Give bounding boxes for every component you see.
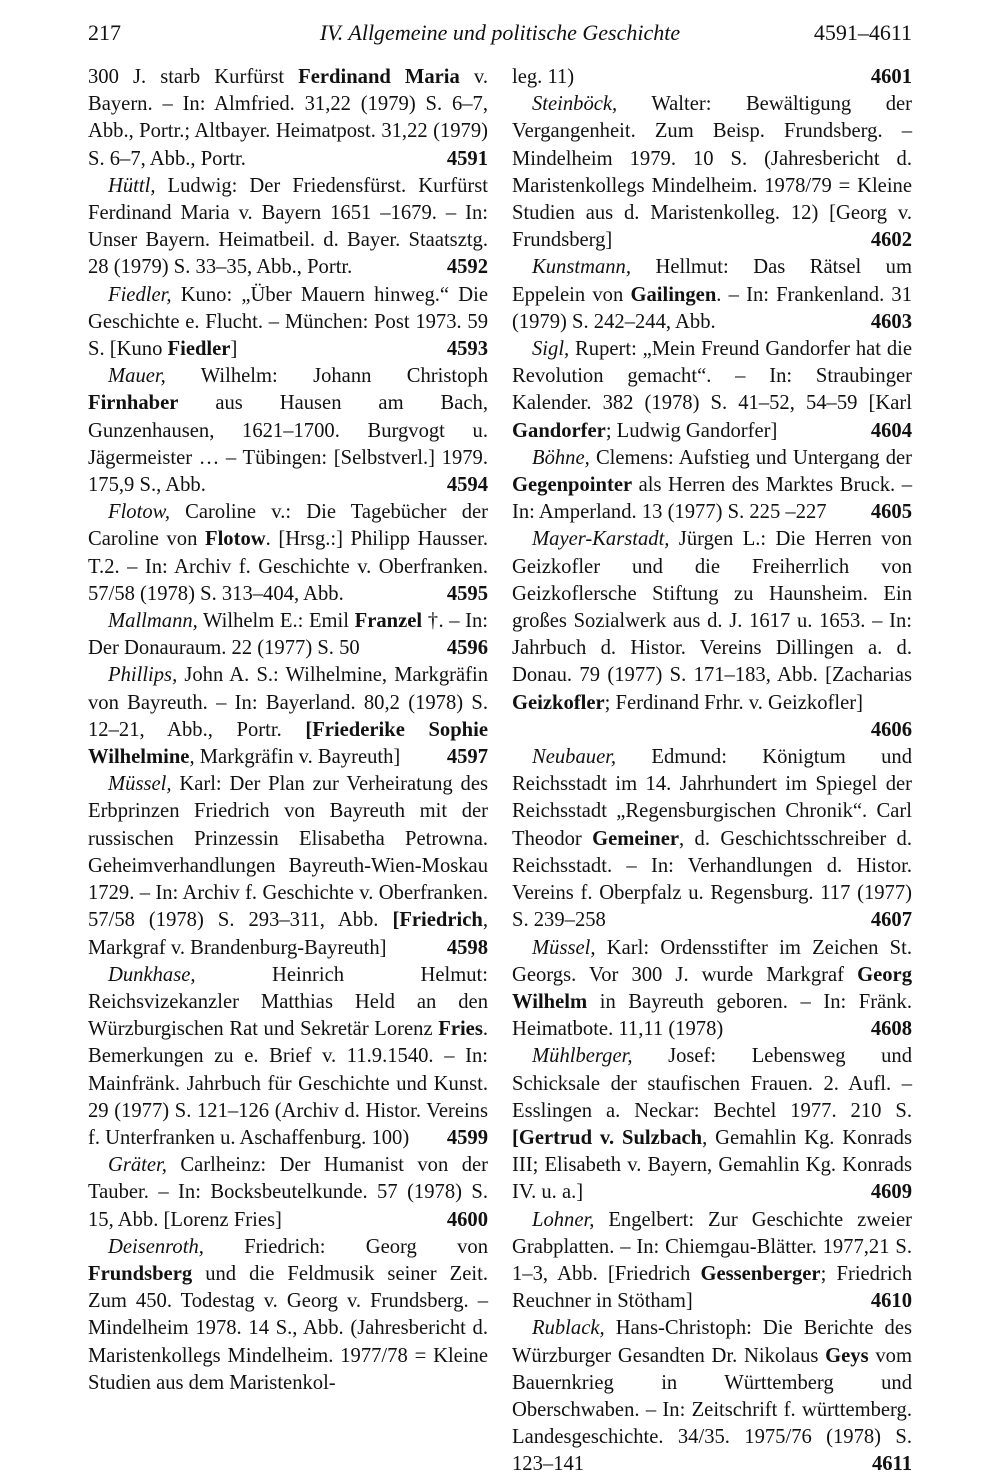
entry-keyword: [Friedrich <box>392 909 483 932</box>
entry-number: 4605 <box>870 501 912 524</box>
bibliography-entry <box>88 662 488 771</box>
section-title: IV. Allgemeine und politische Geschichte <box>319 20 681 45</box>
entry-text: Hans-Christoph: Die Berichte des Würzburger Gesandten Dr. Nikolaus <box>512 1317 912 1367</box>
bibliography-entry <box>88 1152 488 1234</box>
bibliography-entry <box>512 64 912 91</box>
entry-number: 4604 <box>870 419 912 442</box>
entry-author: Mühlberger, <box>532 1045 633 1068</box>
entry-text: ; Friedrich Reuchner in Stötham] <box>512 1262 912 1313</box>
entry-number: 4592 <box>446 256 488 279</box>
entry-author: Dunkhase, <box>108 963 196 986</box>
entry-author: Mallmann, <box>108 610 198 633</box>
bibliography-entry <box>88 64 488 173</box>
bibliography-entry <box>512 1207 912 1316</box>
bibliography-entry <box>512 526 912 744</box>
entry-author: Phillips, <box>108 664 178 687</box>
entry-number: 4596 <box>446 637 488 660</box>
entry-text: 300 J. starb Kurfürst <box>88 66 299 88</box>
entry-text: Josef: Lebensweg und Schicksale der staufischen Frauen. 2. Aufl. – Esslingen a. Neckar: Bechtel 1977. 210 S. <box>512 1045 912 1122</box>
left-column <box>88 64 488 1397</box>
page-header <box>88 18 912 52</box>
bibliography-entry <box>512 445 912 527</box>
entry-text: . [Hrsg.:] Philipp Hausser. T.2. – In: Archiv f. Geschichte v. Oberfranken. 57/58 (1978) S. 313–404, Abb. <box>88 528 488 605</box>
entry-author: Steinböck, <box>532 93 618 116</box>
bibliography-entry <box>88 771 488 961</box>
bibliography-entry <box>88 363 488 499</box>
entry-number: 4610 <box>870 1290 912 1313</box>
entry-text: als Herren des Marktes Bruck. – In: Amperland. 13 (1977) S. 225 –227 <box>512 474 912 524</box>
entry-author: Sigl, <box>532 338 570 361</box>
entry-number: 4603 <box>870 310 912 333</box>
entry-number: 4595 <box>446 582 488 605</box>
bibliography-entry <box>512 336 912 445</box>
entry-keyword: Gessenberger <box>700 1262 821 1285</box>
entry-text: , d. Geschichtsschreiber d. Reichsstadt. – In: Verhandlungen d. Histor. Vereins f. Oberpfalz u. Regensburg. 117 (1977) S. 239–258 <box>512 827 912 932</box>
entry-number: 4608 <box>870 1018 912 1041</box>
entry-text: in Bayreuth geboren. – In: Fränk. Heimatbote. 11,11 (1978) <box>512 990 912 1041</box>
entry-keyword: Ferdinand Maria <box>298 66 460 88</box>
entry-author: Fiedler, <box>108 283 172 306</box>
entry-number: 4597 <box>446 746 488 769</box>
entry-text: Kuno: „Über Mauern hinweg.“ Die Geschichte e. Flucht. – München: Post 1973. 59 S. [Kuno <box>88 283 488 361</box>
entry-text: . – In: Frankenland. 31 (1979) S. 242–244, Abb. <box>512 283 912 333</box>
entry-keyword: Frundsberg <box>88 1262 193 1285</box>
entry-keyword: Fiedler <box>167 338 231 361</box>
entry-author: Lohner, <box>532 1208 595 1231</box>
entry-text: Edmund: Königtum und Reichsstadt im 14. Jahrhundert im Spiegel der Reichsstadt „Regensburgischen Chronik“. Carl Theodor <box>512 746 912 850</box>
bibliography-entry <box>512 935 912 1044</box>
entry-number: 4599 <box>446 1126 488 1149</box>
bibliography-entry <box>512 1315 912 1478</box>
entry-text: Karl: Der Plan zur Verheiratung des Erbprinzen Friedrich von Bayreuth mit der russischen Prinzessin Elisabetha Petrowna. Geheimverhandlungen Bayreuth-Wien-Moskau 1729. – In: Archiv f. Geschichte v. Oberfranken. 57/58 (1978) S. 293–311, Abb. <box>88 773 488 932</box>
entry-keyword: Gemeiner <box>592 827 680 850</box>
entry-text: Wilhelm: Johann Christoph <box>165 365 488 388</box>
entry-text: Carlheinz: Der Humanist von der Tauber. – In: Bocksbeutelkunde. 57 (1978) S. 15, Abb. [Lorenz Fries] <box>88 1154 488 1231</box>
bibliography-entry <box>88 962 488 1152</box>
bibliography-entry <box>512 254 912 336</box>
entry-keyword: Gailingen <box>630 283 717 306</box>
entry-text: Clemens: Aufstieg und Untergang der <box>589 446 912 469</box>
entry-text: ; Ludwig Gandorfer] <box>605 419 778 442</box>
entry-author: Neubauer, <box>532 746 617 769</box>
entry-text: Heinrich Helmut: Reichsvizekanzler Matthias Held an den Würzburgischen Rat und Sekretär Lorenz <box>88 963 488 1041</box>
entry-range: 4591–4611 <box>813 20 912 45</box>
page-number: 217 <box>88 20 121 45</box>
entry-text: John A. S.: Wilhelmine, Markgräfin von Bayreuth. – In: Bayerland. 80,2 (1978) S. 12–21, Abb., Portr. <box>88 664 488 741</box>
bibliography-entry <box>88 499 488 608</box>
entry-author: Rublack, <box>532 1317 605 1340</box>
entry-author: Böhne, <box>532 446 590 469</box>
entry-keyword: Franzel <box>354 610 423 633</box>
entry-number: 4606 <box>870 718 912 741</box>
entry-text: , Gemahlin Kg. Konrads III; Elisabeth v. Bayern, Gemahlin Kg. Konrads IV. u. a.] <box>512 1126 912 1204</box>
entry-keyword: Fries <box>438 1018 483 1041</box>
entry-text: und die Feldmusik seiner Zeit. Zum 450. Todestag v. Georg v. Frundsberg. – Mindelheim 1978. 14 S., Abb. (Jahresbericht d. Maristenkollegs Mindelheim. 1977/78 = Kleine Studien aus dem Maristenkol- <box>88 1262 488 1394</box>
entry-text: Karl: Ordensstifter im Zeichen St. Georgs. Vor 300 J. wurde Markgraf <box>512 936 912 986</box>
entry-text: , Markgraf v. Brandenburg-Bayreuth] <box>88 909 488 959</box>
entry-author: Flotow, <box>108 501 170 524</box>
bibliography-entry <box>88 282 488 364</box>
entry-number: 4607 <box>870 909 912 932</box>
entry-number: 4593 <box>446 338 488 361</box>
entry-number: 4591 <box>446 147 488 170</box>
entry-author: Mayer-Karstadt, <box>532 528 670 551</box>
entry-number: 4601 <box>870 66 912 88</box>
entry-keyword: Georg Wilhelm <box>512 963 912 1013</box>
entry-number: 4609 <box>870 1181 912 1204</box>
entry-number: 4600 <box>446 1208 488 1231</box>
entry-keyword: Gandorfer <box>512 419 606 442</box>
entry-keyword: [Gertrud v. Sulzbach <box>512 1126 703 1149</box>
entry-text: Jürgen L.: Die Herren von Geizkofler und die Freiherrlich von Geizkoflersche Stiftung zu Haunsheim. Ein großes Sozialwerk aus d. J. 1617 u. 1653. – In: Jahrbuch d. Histor. Vereins Dillingen a. d. Donau. 79 (1977) S. 171–183, Abb. [Zacharias <box>512 528 912 687</box>
bibliography-entry <box>88 608 488 662</box>
entry-text: Walter: Bewältigung der Vergangenheit. Zum Beisp. Frundsberg. – Mindelheim 1979. 10 S. (Jahresbericht d. Maristenkollegs Mindelheim. 1978/79 = Kleine Studien aus d. Maristenkolleg. 12) [Georg v. Frundsberg] <box>512 93 912 252</box>
entry-author: Mauer, <box>108 365 166 388</box>
entry-text: . Bemerkungen zu e. Brief v. 11.9.1540. – In: Mainfränk. Jahrbuch für Geschichte und Kunst. 29 (1977) S. 121–126 (Archiv d. Histor. Vereins f. Unterfranken u. Aschaffenburg. 100) <box>88 1018 488 1149</box>
entry-text: Hellmut: Das Rätsel um Eppelein von <box>512 256 912 306</box>
entry-text: aus Hausen am Bach, Gunzenhausen, 1621–1700. Burgvogt u. Jägermeister … – Tübingen: [Selbstverl.] 1979. 175,9 S., Abb. <box>88 392 488 497</box>
entry-number: 4611 <box>871 1453 912 1476</box>
bibliography-entry <box>512 1043 912 1206</box>
entry-keyword: [Friederike Sophie Wilhelmine <box>88 718 488 769</box>
bibliography-entry <box>512 91 912 254</box>
entry-text: ; Ferdinand Frhr. v. Geizkofler] <box>604 691 863 714</box>
entry-number: 4594 <box>446 474 488 497</box>
bibliography-entry <box>88 1234 488 1397</box>
entry-author: Gräter, <box>108 1154 167 1177</box>
entry-text: Ludwig: Der Friedensfürst. Kurfürst Ferdinand Maria v. Bayern 1651 –1679. – In: Unser Bayern. Heimatbeil. d. Bayer. Staatsztg. 28 (1979) S. 33–35, Abb., Portr. <box>88 174 488 279</box>
entry-text: ] <box>230 338 238 361</box>
entry-number: 4598 <box>446 936 488 959</box>
entry-author: Hüttl, <box>108 174 156 197</box>
entry-text: Rupert: „Mein Freund Gandorfer hat die Revolution gemacht“. – In: Straubinger Kalender. 382 (1978) S. 41–52, 54–59 [Karl <box>512 338 912 415</box>
entry-text: Engelbert: Zur Geschichte zweier Grabplatten. – In: Chiemgau-Blätter. 1977,21 S. 1–3, Abb. [Friedrich <box>512 1208 912 1285</box>
entry-author: Müssel, <box>532 936 596 959</box>
entry-keyword: Gegenpointer <box>512 474 633 497</box>
entry-number: 4602 <box>870 229 912 252</box>
bibliography-entry <box>512 744 912 934</box>
entry-text: vom Bauernkrieg in Württemberg und Oberschwaben. – In: Zeitschrift f. württemberg. Landesgeschichte. 34/35. 1975/76 (1978) S. 123–141 <box>512 1344 912 1476</box>
entry-text: †. – In: Der Donauraum. 22 (1977) S. 50 <box>88 610 488 660</box>
entry-text: Friedrich: Georg von <box>203 1235 488 1258</box>
entry-keyword: Flotow <box>204 528 266 551</box>
entry-text: , Markgräfin v. Bayreuth] <box>189 746 401 769</box>
right-column <box>512 64 912 1479</box>
entry-text: Caroline v.: Die Tagebücher der Caroline von <box>88 501 488 551</box>
bibliography-entry <box>88 173 488 282</box>
entry-author: Deisenroth, <box>108 1235 204 1258</box>
entry-author: Müssel, <box>108 773 172 796</box>
entry-author: Kunstmann, <box>532 256 631 279</box>
entry-text: v. Bayern. – In: Almfried. 31,22 (1979) S. 6–7, Abb., Portr.; Altbayer. Heimatpost. 31,22 (1979) S. 6–7, Abb., Portr. <box>88 66 488 170</box>
entry-keyword: Geizkofler <box>512 691 605 714</box>
entry-text: Wilhelm E.: Emil <box>197 610 355 633</box>
entry-keyword: Firnhaber <box>88 392 179 415</box>
entry-keyword: Geys <box>825 1344 869 1367</box>
entry-text: leg. 11) <box>512 66 575 88</box>
